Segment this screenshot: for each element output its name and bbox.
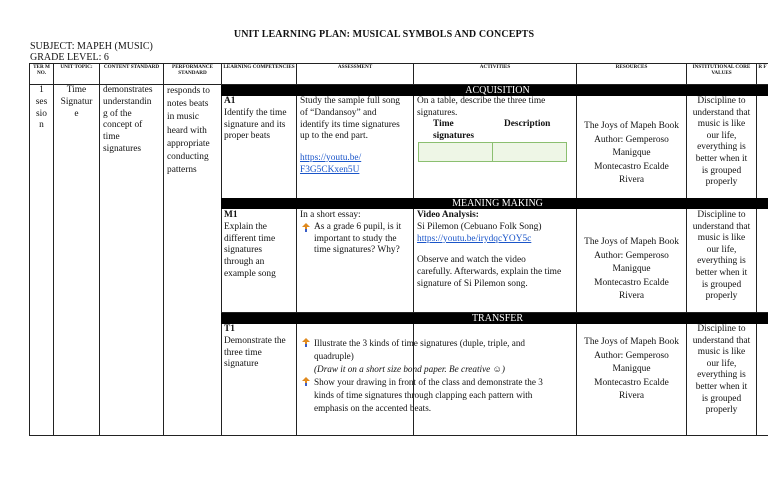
transfer-activity xyxy=(300,337,574,415)
acquisition-activity: On a table, describe the three time signatures. xyxy=(417,96,546,118)
activity-table-header-time-signatures: Time signatures xyxy=(433,119,474,141)
bullet-arrow-icon xyxy=(302,223,310,232)
activity-table-header-description: Description xyxy=(504,119,551,129)
col-divider xyxy=(163,63,164,436)
meaning-core-values: Discipline to understand that music is like our life, everything is better when it is grouped properly xyxy=(692,210,751,302)
bullet-arrow-icon xyxy=(302,338,310,347)
col-divider xyxy=(221,63,222,436)
col-divider xyxy=(296,63,297,436)
transfer-task-demonstrate: Show your drawing in front of the class and demonstrate the 3 kinds of time signatures through clapping each pattern with emphasis on the accented beats. xyxy=(300,376,574,415)
meaning-activity: Video Analysis: Si Pilemon (Cebuano Folk Song) https://youtu.be/irydqcYOY5c Observe and watch the video carefully. Afterwards, explain the time signature of Si Pilemon song. xyxy=(417,210,576,291)
header-institutional-core-values: INSTITUTIONAL CORE VALUES xyxy=(692,64,751,76)
acquisition-core-values: Discipline to understand that music is like our life, everything is better when it is grouped properly xyxy=(692,96,751,188)
acquisition-resource: The Joys of Mapeh Book Author: Gemperoso Manigque Montecastro Ecalde Rivera xyxy=(584,121,679,186)
bullet-arrow-icon xyxy=(302,377,310,386)
transfer-competency: T1 Demonstrate the three time signature xyxy=(224,324,286,370)
transfer-resource: The Joys of Mapeh Book Author: Gemperoso Manigque Montecastro Ecalde Rivera xyxy=(584,337,679,402)
stage-band-acquisition: ACQUISITION xyxy=(221,85,768,96)
performance-standard-cell: responds to notes beats in music heard with appropriate conducting patterns xyxy=(167,86,210,176)
acquisition-assessment: Study the sample full song of “Dandansoy” and identify its time signatures up to the end part. https://youtu.be/ F3G5CKxen5U xyxy=(300,96,413,177)
acquisition-competency: A1 Identify the time signature and its proper beats xyxy=(224,96,287,142)
document-title: UNIT LEARNING PLAN: MUSICAL SYMBOLS AND CONCEPTS xyxy=(233,29,535,40)
header-learning-competencies: LEARNING COMPETENCIES xyxy=(223,64,295,70)
header-unit-topic: UNIT TOPIC: xyxy=(60,64,93,70)
activity-answer-table[interactable] xyxy=(418,142,567,162)
header-term: TER M NO. xyxy=(33,64,50,76)
dandansoy-video-link[interactable]: https://youtu.be/ F3G5CKxen5U xyxy=(300,153,362,175)
header-activities: ACTIVITIES xyxy=(479,64,511,70)
meaning-resource: The Joys of Mapeh Book Author: Gemperoso Manigque Montecastro Ecalde Rivera xyxy=(584,237,679,302)
stage-band-meaning-making: MEANING MAKING xyxy=(221,198,768,209)
transfer-task-illustrate: Illustrate the 3 kinds of time signatures (duple, triple, and quadruple) (Draw it on a short size bond paper. Be creative ☺) xyxy=(300,337,574,376)
essay-question: As a grade 6 pupil, is it important to study the time signatures? Why? xyxy=(300,222,413,257)
meaning-assessment: In a short essay: As a grade 6 pupil, is it important to study the time signatures? Why? xyxy=(300,210,413,257)
header-resources: RESOURCES xyxy=(615,64,648,70)
header-content-standard: CONTENT STANDARD xyxy=(103,64,160,70)
content-standard-cell: demonstrates understandin g of the concept of time signatures xyxy=(103,85,153,154)
header-performance-standard: PERFORMANCE STANDARD xyxy=(172,64,213,76)
col-divider xyxy=(756,63,757,436)
si-pilemon-video-link[interactable]: https://youtu.be/irydqcYOY5c xyxy=(417,233,532,244)
grade-line: GRADE LEVEL: 6 xyxy=(30,52,109,63)
stage-band-transfer: TRANSFER xyxy=(221,313,768,324)
col-divider xyxy=(99,63,100,436)
header-cut-off: R F xyxy=(758,64,767,70)
subject-line: SUBJECT: MAPEH (MUSIC) xyxy=(30,41,153,52)
term-cell: 1 ses sio n xyxy=(35,85,48,131)
meaning-competency: M1 Explain the different time signatures through an example song xyxy=(224,210,276,279)
header-assessment: ASSESSMENT xyxy=(337,64,373,70)
unit-topic-cell: Time Signatur e xyxy=(60,85,93,119)
transfer-core-values: Discipline to understand that music is like our life, everything is better when it is grouped properly xyxy=(692,324,751,416)
